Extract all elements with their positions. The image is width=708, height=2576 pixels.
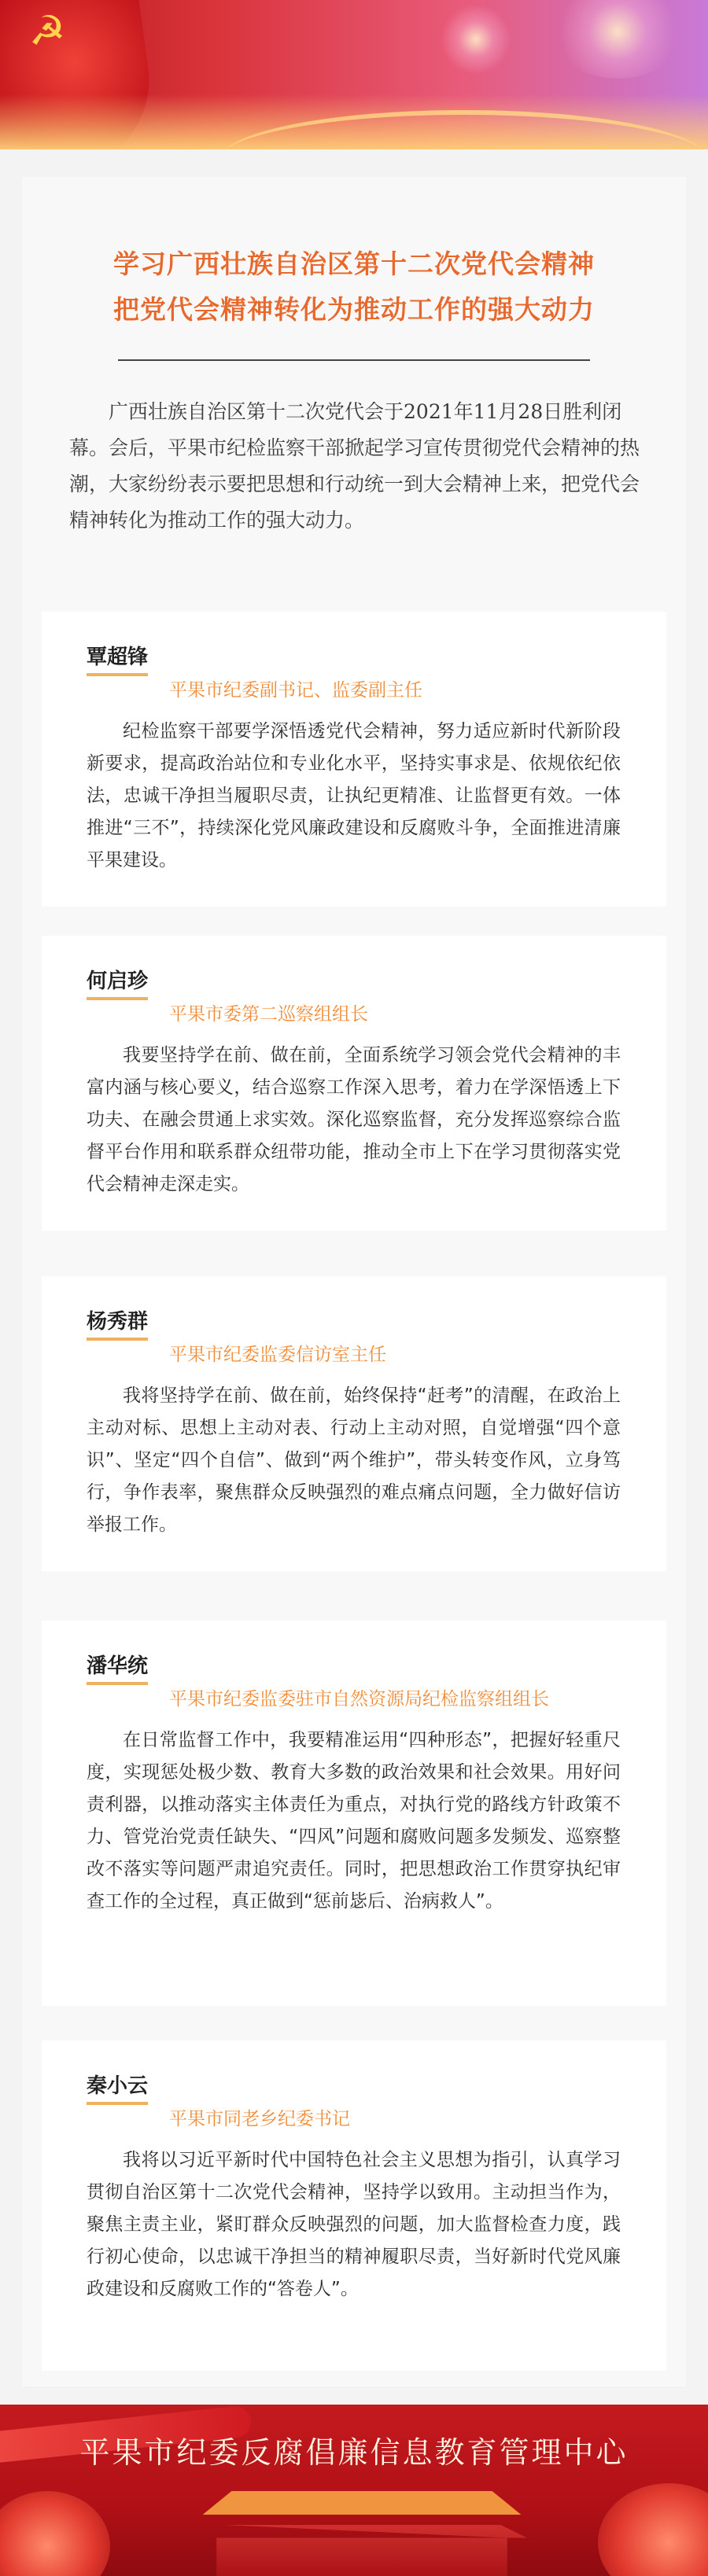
person-name: 杨秀群 xyxy=(87,1308,148,1341)
title-line-1: 学习广西壮族自治区第十二次党代会精神 xyxy=(113,248,595,279)
firework-icon xyxy=(551,0,684,79)
person-statement: 我要坚持学在前、做在前，全面系统学习领会党代会精神的丰富内涵与核心要义，结合巡察工作深入思考，着力在学深悟透上下功夫、在融会贯通上求实效。深化巡察监督，充分发挥巡察综合监督平台作用和联系群众纽带功能，推动全市上下在学习贯彻落实党代会精神走深走实。 xyxy=(87,1045,621,1194)
person-role: 平果市纪委副书记、监委副主任 xyxy=(169,680,422,701)
article-title xyxy=(22,241,686,333)
person-card xyxy=(42,2041,666,2371)
person-role: 平果市委第二巡察组组长 xyxy=(169,1004,368,1025)
person-role: 平果市纪委监委驻市自然资源局纪检监察组组长 xyxy=(169,1689,549,1709)
person-name: 何启珍 xyxy=(87,967,148,1000)
person-card xyxy=(42,612,666,907)
party-emblem-icon: ☭ xyxy=(28,8,66,55)
title-divider xyxy=(118,359,590,361)
footer-organization: 平果市纪委反腐倡廉信息教育管理中心 xyxy=(79,2435,629,2470)
article xyxy=(22,177,686,2386)
person-card xyxy=(42,1621,666,2006)
tiananmen-roof-decoration xyxy=(181,2491,543,2515)
article-intro: 广西壮族自治区第十二次党代会于2021年11月28日胜利闭幕。会后，平果市纪检监察干部掀起学习宣传贯彻党代会精神的热潮，大家纷纷表示要把思想和行动统一到大会精神上来，把党代会精神转化为推动工作的强大动力。 xyxy=(69,400,640,532)
banner-glow xyxy=(0,94,708,149)
person-name: 秦小云 xyxy=(87,2072,148,2105)
person-role: 平果市同老乡纪委书记 xyxy=(169,2109,350,2129)
firework-icon xyxy=(441,4,511,75)
person-statement: 在日常监督工作中，我要精准运用“四种形态”，把握好轻重尺度，实现惩处极少数、教育大多数的政治效果和社会效果。用好问责利器，以推动落实主体责任为重点，对执行党的路线方针政策不力、管党治党责任缺失、“四风”问题和腐败问题多发频发、巡察整改不落实等问题严肃追究责任。同时，把思想政治工作贯穿执纪审查工作的全过程，真正做到“惩前毖后、治病救人”。 xyxy=(87,1730,621,1912)
flower-icon xyxy=(0,2491,110,2576)
top-banner xyxy=(0,0,708,149)
person-card xyxy=(42,936,666,1231)
person-statement: 我将坚持学在前、做在前，始终保持“赶考”的清醒，在政治上主动对标、思想上主动对表、行动上主动对照，自觉增强“四个意识”、坚定“四个自信”、做到“两个维护”，带头转变作风，立身笃行，争作表率，聚焦群众反映强烈的难点痛点问题，全力做好信访举报工作。 xyxy=(87,1386,621,1535)
person-role: 平果市纪委监委信访室主任 xyxy=(169,1345,386,1365)
footer-banner xyxy=(0,2405,708,2576)
flower-icon xyxy=(598,2483,708,2576)
person-name: 潘华统 xyxy=(87,1652,148,1685)
person-card xyxy=(42,1276,666,1571)
person-statement: 纪检监察干部要学深悟透党代会精神，努力适应新时代新阶段新要求，提高政治站位和专业化水平，坚持实事求是、依规依纪依法，忠诚干净担当履职尽责，让执纪更精准、让监督更有效。一体推进“三不”，持续深化党风廉政建设和反腐败斗争，全面推进清廉平果建设。 xyxy=(87,721,621,870)
person-name: 覃超锋 xyxy=(87,643,148,676)
title-line-2: 把党代会精神转化为推动工作的强大动力 xyxy=(113,294,595,325)
person-statement: 我将以习近平新时代中国特色社会主义思想为指引，认真学习贯彻自治区第十二次党代会精神，坚持学以致用。主动担当作为，聚焦主责主业，紧盯群众反映强烈的问题，加大监督检查力度，践行初心使命，以忠诚干净担当的精神履职尽责，当好新时代党风廉政建设和反腐败工作的“答卷人”。 xyxy=(87,2150,621,2299)
